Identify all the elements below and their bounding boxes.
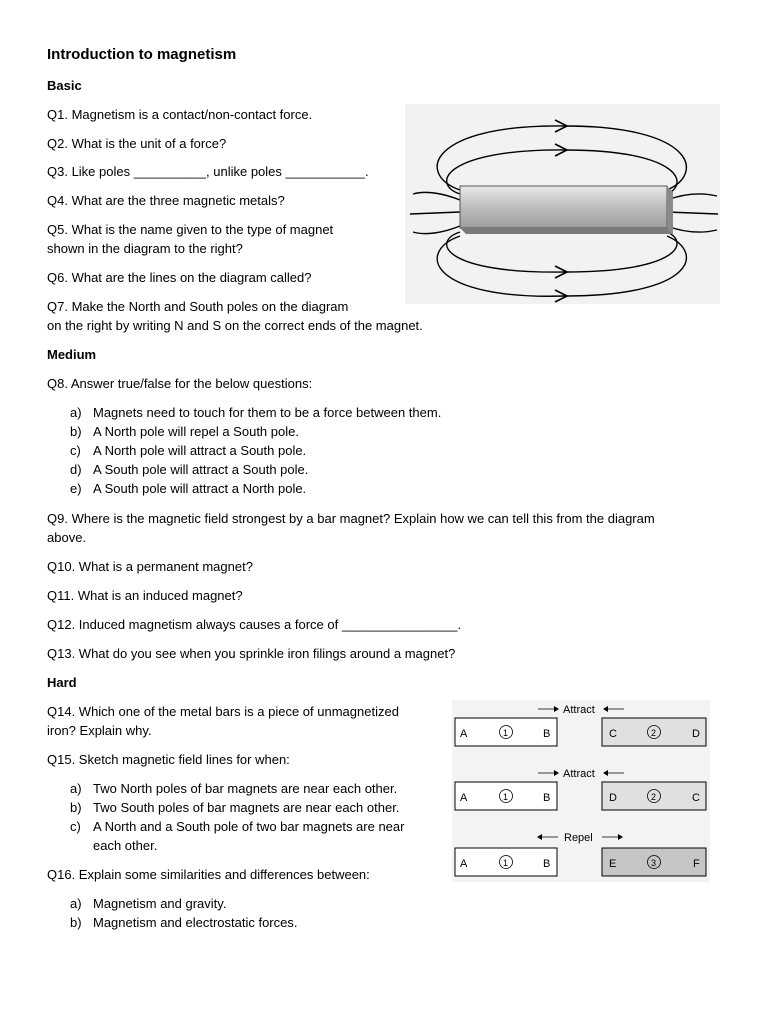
- metal-bars-diagram: [452, 700, 710, 882]
- section-heading-basic: Basic: [47, 78, 82, 93]
- bar-label: A: [460, 728, 468, 740]
- question-4: Q4. What are the three magnetic metals?: [47, 193, 285, 208]
- bar-number: 2: [651, 792, 657, 802]
- question-14-line-1: Q14. Which one of the metal bars is a piece of unmagnetized: [47, 704, 399, 719]
- row-2-label: Attract: [563, 768, 595, 780]
- question-9-line-1: Q9. Where is the magnetic field strongest by a bar magnet? Explain how we can tell this from the diagram: [47, 511, 655, 526]
- bar-number: 3: [651, 858, 657, 868]
- bar-label: F: [693, 858, 700, 870]
- bar-number: 1: [503, 858, 509, 868]
- bar-label: B: [543, 728, 551, 740]
- bar-label: E: [609, 858, 617, 870]
- bar-number: 1: [503, 792, 509, 802]
- section-heading-hard: Hard: [47, 675, 77, 690]
- page-title: Introduction to magnetism: [47, 46, 237, 63]
- question-8: Q8. Answer true/false for the below questions:: [47, 376, 313, 391]
- bar-label: D: [692, 728, 700, 740]
- question-5-line-1: Q5. What is the name given to the type of magnet: [47, 222, 334, 237]
- row-3-label: Repel: [564, 832, 593, 844]
- bar-label: B: [543, 858, 551, 870]
- question-9-line-2: above.: [47, 530, 87, 545]
- question-7-line-2: on the right by writing N and S on the correct ends of the magnet.: [47, 318, 423, 333]
- question-6: Q6. What are the lines on the diagram called?: [47, 270, 312, 285]
- bar-label: D: [609, 792, 617, 804]
- section-heading-medium: Medium: [47, 347, 97, 362]
- question-1: Q1. Magnetism is a contact/non-contact force.: [47, 107, 313, 122]
- question-10: Q10. What is a permanent magnet?: [47, 559, 253, 574]
- question-14-line-2: iron? Explain why.: [47, 723, 152, 738]
- question-7-line-1: Q7. Make the North and South poles on the diagram: [47, 299, 349, 314]
- question-11: Q11. What is an induced magnet?: [47, 588, 243, 603]
- question-16: Q16. Explain some similarities and differences between:: [47, 867, 370, 882]
- bar-label: B: [543, 792, 551, 804]
- bar-label: A: [460, 858, 468, 870]
- bar-magnet-field-diagram: [405, 104, 720, 304]
- bar-label: A: [460, 792, 468, 804]
- question-12: Q12. Induced magnetism always causes a force of ________________.: [47, 617, 462, 632]
- bar-number: 2: [651, 728, 657, 738]
- bar-label: C: [609, 728, 617, 740]
- question-2: Q2. What is the unit of a force?: [47, 136, 227, 151]
- question-5-line-2: shown in the diagram to the right?: [47, 241, 243, 256]
- question-3: Q3. Like poles __________, unlike poles ___________.: [47, 164, 369, 179]
- bar-label: C: [692, 792, 700, 804]
- question-15: Q15. Sketch magnetic field lines for when:: [47, 752, 290, 767]
- bar-number: 1: [503, 728, 509, 738]
- row-1-label: Attract: [563, 704, 595, 716]
- question-13: Q13. What do you see when you sprinkle iron filings around a magnet?: [47, 646, 456, 661]
